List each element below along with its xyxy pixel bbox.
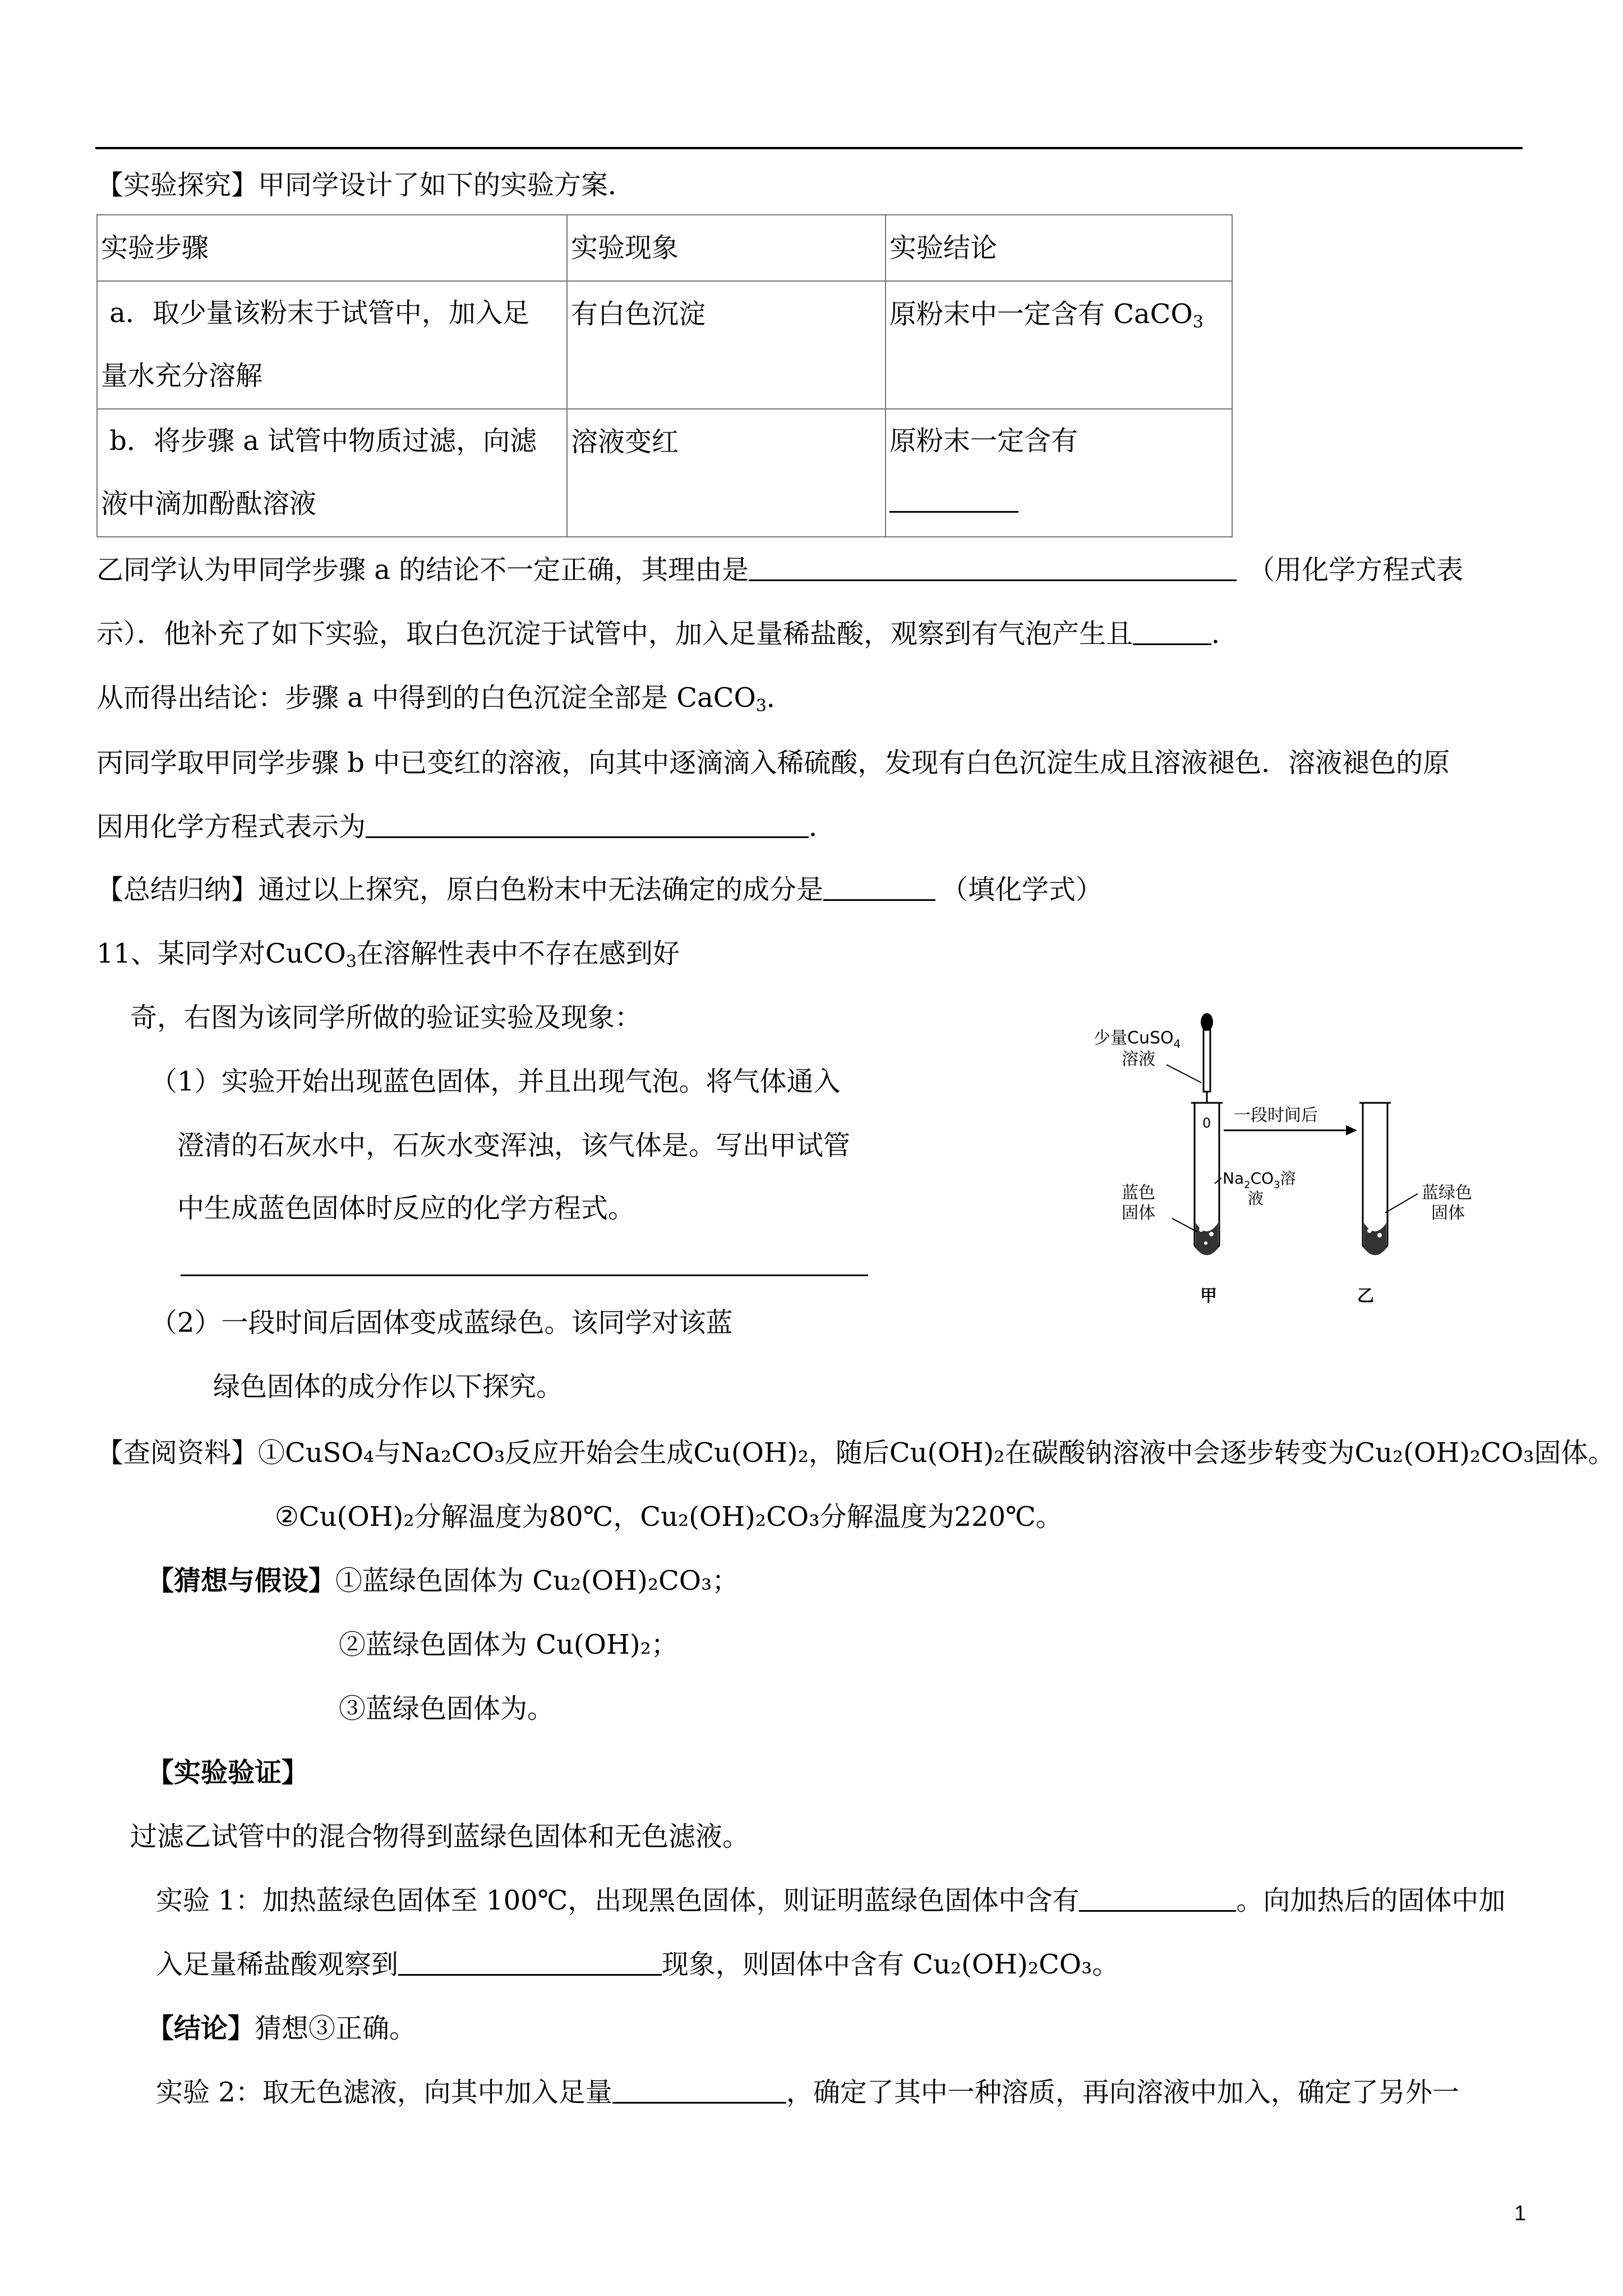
q11-part1-line1: （1）实验开始出现蓝色固体，并且出现气泡。将气体通入	[150, 1066, 841, 1097]
test-tube-diagram	[1082, 999, 1542, 1313]
table-cell-conclusion: 原粉末中一定含有 CaCO$_3$	[886, 281, 1232, 409]
table-row	[97, 409, 1232, 537]
verify-line1: 过滤乙试管中的混合物得到蓝绿色固体和无色滤液。	[130, 1821, 750, 1852]
q11-part1-line2: 澄清的石灰水中，石灰水变浑浊，该气体是。写出甲试管	[177, 1130, 851, 1161]
answer-blank[interactable]	[1133, 618, 1211, 645]
q11-part2-line1: （2）一段时间后固体变成蓝绿色。该同学对该蓝	[150, 1307, 733, 1338]
q11-line2: 奇，右图为该同学所做的验证实验及现象：	[130, 1002, 642, 1033]
table-row	[97, 281, 1232, 409]
para1-line2: 示）．他补充了如下实验，取白色沉淀于试管中，加入足量稀盐酸，观察到有气泡产生且 ．	[96, 618, 1239, 650]
q11-part2-line2: 绿色固体的成分作以下探究。	[213, 1371, 564, 1402]
table-header-cell: 实验结论	[886, 215, 1232, 281]
page-number: 1	[1514, 2202, 1527, 2225]
answer-blank[interactable]	[749, 554, 1237, 581]
figure-label-blue: 蓝色	[1122, 1183, 1155, 1203]
test-tube-b-icon	[1359, 1103, 1418, 1255]
table-cell-step: b．将步骤 a 试管中物质过滤，向滤 液中滴加酚酞溶液	[97, 409, 567, 537]
q11-line1: 11、某同学对CuCO$_3$在溶解性表中不存在感到好	[96, 938, 680, 972]
reference-line1: 【查阅资料】①CuSO₄与Na₂CO₃反应开始会生成Cu(OH)₂，随后Cu(OH)₂在碳酸钠溶液中会逐步转变为Cu₂(OH)₂CO₃固体。	[96, 1437, 1615, 1469]
experiment1-line2: 入足量稀盐酸观察到 现象，则固体中含有 Cu₂(OH)₂CO₃。	[156, 1949, 1119, 1980]
test-tube-a-icon	[1172, 1103, 1223, 1255]
arrow-right-icon	[1224, 1125, 1357, 1135]
figure-label-solid: 固体	[1122, 1203, 1155, 1223]
figure-label-solution: 溶液	[1122, 1050, 1155, 1069]
answer-blank[interactable]	[1079, 1884, 1236, 1912]
experiment-figure	[1082, 999, 1542, 1313]
para1-line3: 从而得出结论：步骤 a 中得到的白色沉淀全部是 CaCO$_3$．	[96, 682, 794, 716]
answer-blank[interactable]	[612, 2076, 786, 2104]
table-cell-conclusion: 原粉末一定含有	[886, 409, 1232, 537]
experiment1-line1: 实验 1：加热蓝绿色固体至 100℃，出现黑色固体，则证明蓝绿色固体中含有 。向加热后的固体中加	[156, 1885, 1506, 1916]
answer-blank[interactable]	[823, 873, 935, 901]
figure-label-solid2: 固体	[1431, 1203, 1465, 1223]
answer-line[interactable]	[181, 1274, 868, 1276]
experiment2-line: 实验 2：取无色滤液，向其中加入足量 ，确定了其中一种溶质，再向溶液中加入，确定了另外一	[156, 2077, 1459, 2108]
reference-line2: ②Cu(OH)₂分解温度为80℃，Cu₂(OH)₂CO₃分解温度为220℃。	[275, 1501, 1063, 1533]
answer-blank[interactable]	[889, 494, 1018, 513]
table-header-row	[97, 215, 1232, 281]
table-header-cell: 实验现象	[567, 215, 886, 281]
table-cell-observation: 溶液变红	[567, 409, 886, 537]
figure-label-cuso4: 少量CuSO$_4$	[1094, 1028, 1181, 1051]
para2-line1: 丙同学取甲同学步骤 b 中已变红的溶液，向其中逐滴滴入稀硫酸，发现有白色沉淀生成且溶液褪色．溶液褪色的原	[96, 747, 1450, 779]
table-cell-step: a．取少量该粉末于试管中，加入足 量水充分溶解	[97, 281, 567, 409]
figure-label-liquid: 液	[1248, 1189, 1264, 1208]
figure-label-tube-b: 乙	[1357, 1286, 1374, 1306]
header-rule	[95, 147, 1523, 149]
hypothesis-line3: ③蓝绿色固体为。	[339, 1693, 555, 1724]
q11-part1-line3: 中生成蓝色固体时反应的化学方程式。	[177, 1193, 635, 1224]
figure-label-after: 一段时间后	[1234, 1106, 1318, 1125]
section-header: 【实验探究】甲同学设计了如下的实验方案．	[96, 169, 635, 201]
figure-label-na2co3: $Na_2CO_3$溶	[1223, 1169, 1296, 1191]
figure-label-bluegreen: 蓝绿色	[1422, 1183, 1472, 1203]
para2-line2: 因用化学方程式表示为 ．	[96, 811, 836, 843]
answer-blank[interactable]	[366, 811, 809, 838]
para1-line1: 乙同学认为甲同学步骤 a 的结论不一定正确，其理由是 （用化学方程式表	[96, 554, 1464, 586]
conclusion-line: 【结论】猜想③正确。	[147, 2013, 417, 2044]
figure-label-tube-a: 甲	[1200, 1286, 1217, 1306]
summary-line: 【总结归纳】通过以上探究，原白色粉末中无法确定的成分是 （填化学式）	[96, 874, 1103, 905]
table-cell-observation: 有白色沉淀	[567, 281, 886, 409]
verify-heading: 【实验验证】	[147, 1757, 309, 1788]
answer-blank[interactable]	[398, 1948, 662, 1976]
hypothesis-line1: 【猜想与假设】①蓝绿色固体为 Cu₂(OH)₂CO₃；	[147, 1565, 739, 1596]
experiment-table	[96, 214, 1233, 537]
dropper-icon	[1166, 1013, 1213, 1103]
figure-label-zero: 0	[1202, 1115, 1211, 1131]
hypothesis-line2: ②蓝绿色固体为 Cu(OH)₂；	[339, 1629, 678, 1660]
table-header-cell: 实验步骤	[97, 215, 567, 281]
